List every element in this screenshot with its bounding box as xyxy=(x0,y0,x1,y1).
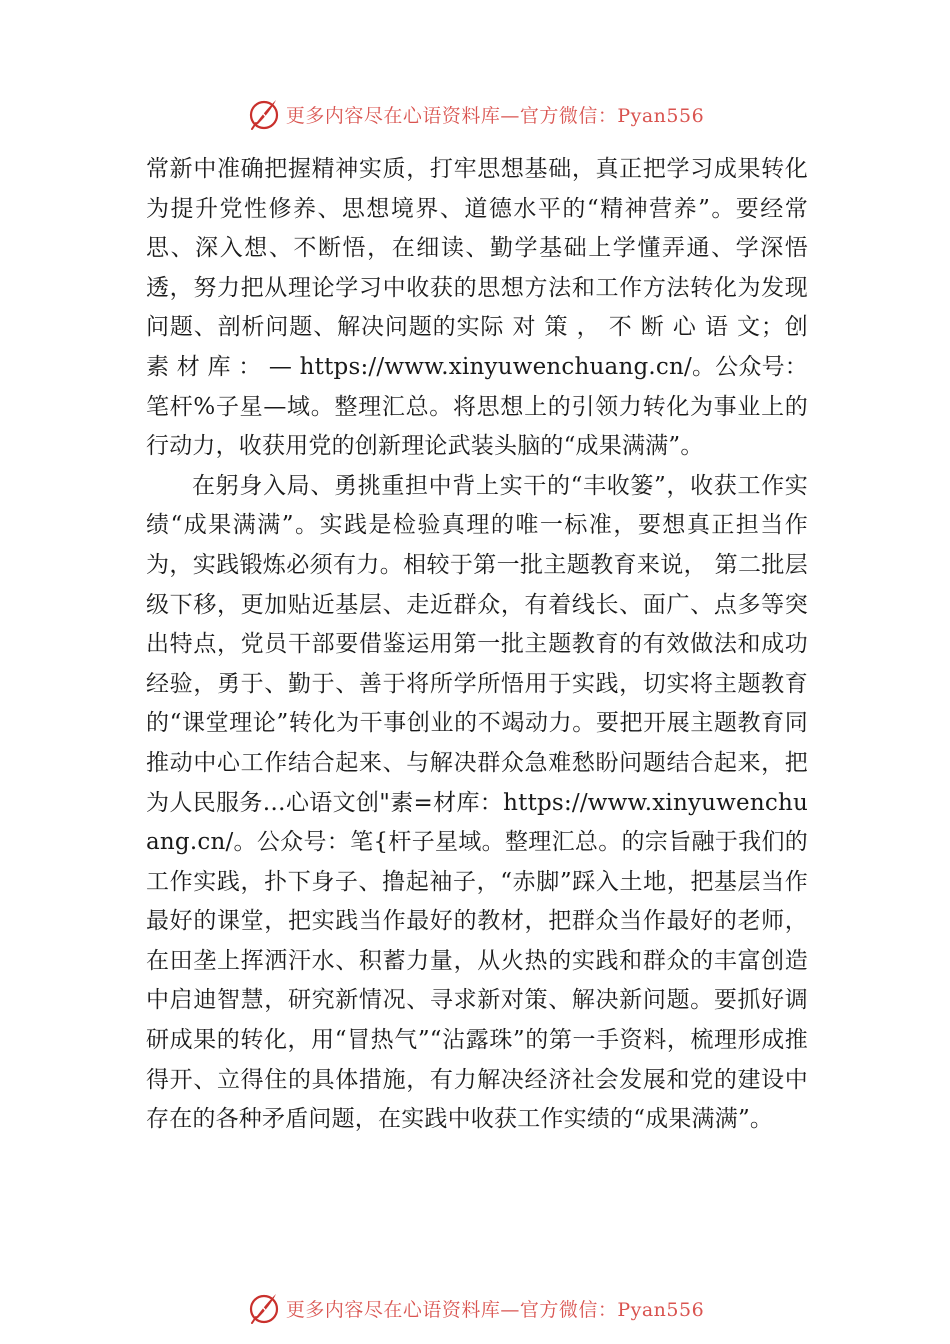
footer-banner xyxy=(0,1288,950,1328)
quill-pen-logo-icon xyxy=(246,96,282,132)
header-banner xyxy=(0,94,950,134)
footer-banner-text: 更多内容尽在心语资料库—官方微信：Pyan556 xyxy=(285,1298,705,1321)
document-body xyxy=(146,150,808,1140)
paragraph-2: 在躬身入局、勇挑重担中背上实干的“丰收篓”，收获工作实绩“成果满满”。实践是检验真理的唯一标准，要想真正担当作为，实践锻炼必须有力。相较于第一批主题教育来说， 第二批层级下移，更加贴近基层、走近群众，有着线长、面广、点多等突出特点，党员干部要借鉴运用第一批主题教育的有效做法和成功经验，勇于、勤于、善于将所学所悟用于实践，切实将主题教育的“课堂理论”转化为干事创业的不竭动力。要把开展主题教育同推动中心工作结合起来、与解决群众急难愁盼问题结合起来，把为人民服务…心语文创"素=材库：https://www.xinyuwenchuang.cn/。公众号：笔{杆子星域。整理汇总。的宗旨融于我们的工作实践，扑下身子、撸起袖子，“赤脚”踩入土地，把基层当作最好的课堂，把实践当作最好的教材，把群众当作最好的老师，在田垄上挥洒汗水、积蓄力量，从火热的实践和群众的丰富创造中启迪智慧，研究新情况、寻求新对策、解决新问题。要抓好调研成果的转化，用“冒热气”“沾露珠”的第一手资料，梳理形成推得开、立得住的具体措施，有力解决经济社会发展和党的建设中存在的各种矛盾问题，在实践中收获工作实绩的“成果满满”。 xyxy=(146,472,808,1133)
paragraph-1: 常新中准确把握精神实质，打牢思想基础，真正把学习成果转化为提升党性修养、思想境界、道德水平的“精神营养”。要经常思、深入想、不断悟，在细读、勤学基础上学懂弄通、学深悟透，努力把从理论学习中收获的思想方法和工作方法转化为发现问题、剖析问题、解决问题的实际 对 策 ， 不 断 心 语 文；创 素 材 库 ： — https://www.xinyuwenchuang.cn/。公众号：笔杆%子星—域。整理汇总。将思想上的引领力转化为事业上的行动力，收获用党的创新理论武装头脑的“成果满满”。 xyxy=(146,156,808,460)
quill-pen-logo-icon xyxy=(246,1290,282,1326)
header-banner-text: 更多内容尽在心语资料库—官方微信：Pyan556 xyxy=(285,104,705,127)
